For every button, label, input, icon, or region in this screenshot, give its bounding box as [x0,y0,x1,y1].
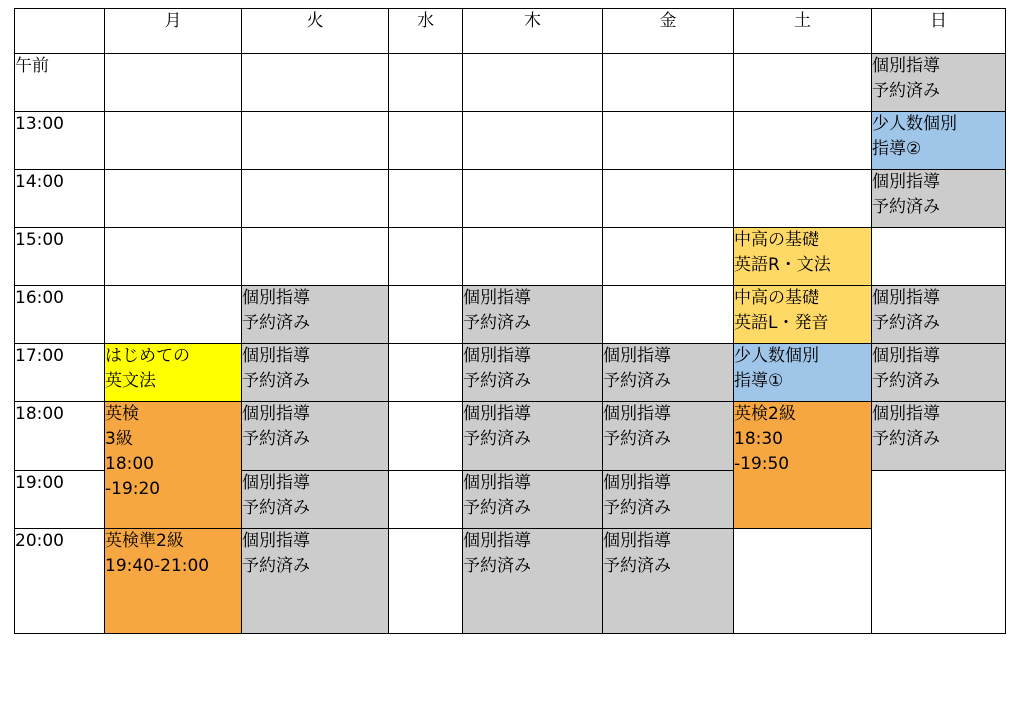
day-header-sat: 土 [734,9,872,54]
event-line: 英文法 [105,371,156,391]
event-reserved-thu-18 [463,402,603,471]
event-line: 予約済み [242,313,310,333]
event-line: 予約済み [463,371,531,391]
cell-empty [389,286,463,344]
event-eiken-3-mon [105,402,242,529]
cell-empty [463,54,603,112]
cell-empty [603,228,734,286]
event-line: 中高の基礎 [734,288,819,308]
time-label-16: 16:00 [15,286,105,344]
cell-empty [872,471,1006,634]
event-line: 予約済み [463,429,531,449]
event-line: 個別指導 [242,404,310,424]
cell-empty [389,529,463,634]
event-line: 少人数個別 [734,346,819,366]
cell-empty [463,228,603,286]
event-line: -19:50 [734,454,790,474]
day-header-fri: 金 [603,9,734,54]
event-line: 個別指導 [872,56,940,76]
event-line: 予約済み [872,429,940,449]
cell-empty [734,54,872,112]
event-small-group-2-sun [872,112,1006,170]
day-header-thu: 木 [463,9,603,54]
event-line: -19:20 [105,479,161,499]
corner-cell [15,9,105,54]
event-line: 個別指導 [242,346,310,366]
event-line: 個別指導 [463,346,531,366]
event-reserved-sun-14 [872,170,1006,228]
event-line: 個別指導 [603,346,671,366]
cell-empty [105,112,242,170]
cell-empty [734,170,872,228]
weekly-schedule-table [14,8,1006,634]
event-reserved-tue-19 [242,471,389,529]
event-line: 19:40-21:00 [105,556,210,576]
event-line: 英語R・文法 [734,255,831,275]
cell-empty [242,112,389,170]
cell-empty [242,54,389,112]
row-13 [15,112,1006,170]
event-line: 予約済み [242,371,310,391]
time-label-17: 17:00 [15,344,105,402]
cell-empty [105,170,242,228]
cell-empty [389,54,463,112]
event-reserved-tue-20 [242,529,389,634]
time-label-15: 15:00 [15,228,105,286]
row-15 [15,228,1006,286]
event-line: 予約済み [242,429,310,449]
event-line: 予約済み [872,313,940,333]
event-reserved-thu-19 [463,471,603,529]
event-line: 個別指導 [463,288,531,308]
event-line: 予約済み [872,197,940,217]
event-reserved-sun-17 [872,344,1006,402]
event-line: 英検準2級 [105,531,184,551]
time-label-19: 19:00 [15,471,105,529]
time-label-18: 18:00 [15,402,105,471]
time-label-13: 13:00 [15,112,105,170]
event-line: 予約済み [603,498,671,518]
time-label-20: 20:00 [15,529,105,634]
event-line: 英語L・発音 [734,313,829,333]
event-line: 個別指導 [603,531,671,551]
cell-empty [603,112,734,170]
cell-empty [389,471,463,529]
event-reserved-fri-20 [603,529,734,634]
event-basics-listening-pronunciation-sat [734,286,872,344]
event-reserved-thu-20 [463,529,603,634]
event-line: 予約済み [872,81,940,101]
cell-empty [872,228,1006,286]
event-reserved-fri-18 [603,402,734,471]
row-16 [15,286,1006,344]
cell-empty [734,529,872,634]
event-line: 予約済み [242,498,310,518]
event-eiken-2-sat [734,402,872,529]
event-line: 個別指導 [872,172,940,192]
event-reserved-thu-16 [463,286,603,344]
event-line: 個別指導 [872,404,940,424]
cell-empty [603,54,734,112]
event-line: 予約済み [872,371,940,391]
time-label-am: 午前 [15,54,105,112]
event-reserved-fri-17 [603,344,734,402]
event-line: 予約済み [242,556,310,576]
cell-empty [389,170,463,228]
cell-empty [463,112,603,170]
event-line: 個別指導 [242,473,310,493]
cell-empty [389,112,463,170]
event-reserved-sun-am [872,54,1006,112]
row-17 [15,344,1006,402]
event-line: 個別指導 [463,404,531,424]
row-14 [15,170,1006,228]
event-line: 個別指導 [463,531,531,551]
event-line: 指導① [734,371,784,391]
cell-empty [389,228,463,286]
event-small-group-1-sat [734,344,872,402]
event-reserved-tue-18 [242,402,389,471]
cell-empty [603,286,734,344]
event-line: 予約済み [603,556,671,576]
event-line: 個別指導 [463,473,531,493]
day-header-tue: 火 [242,9,389,54]
cell-empty [105,54,242,112]
row-am [15,54,1006,112]
cell-empty [242,228,389,286]
event-line: 予約済み [603,371,671,391]
day-header-mon: 月 [105,9,242,54]
event-line: 18:30 [734,429,783,449]
event-line: 18:00 [105,454,154,474]
event-reserved-tue-16 [242,286,389,344]
event-reserved-sun-16 [872,286,1006,344]
cell-empty [603,170,734,228]
event-line: 予約済み [603,429,671,449]
event-line: 個別指導 [242,531,310,551]
cell-empty [389,402,463,471]
event-line: 個別指導 [603,473,671,493]
event-reserved-thu-17 [463,344,603,402]
event-beginner-grammar-mon [105,344,242,402]
event-line: 個別指導 [603,404,671,424]
cell-empty [105,228,242,286]
event-reserved-tue-17 [242,344,389,402]
event-eiken-pre2-mon [105,529,242,634]
header-row [15,9,1006,54]
event-reserved-fri-19 [603,471,734,529]
event-line: 英検 [105,404,139,424]
row-18 [15,402,1006,471]
event-reserved-sun-18 [872,402,1006,471]
day-header-wed: 水 [389,9,463,54]
row-20 [15,529,1006,634]
event-line: 予約済み [463,498,531,518]
event-line: 予約済み [463,313,531,333]
cell-empty [734,112,872,170]
event-line: 個別指導 [242,288,310,308]
event-line: 指導② [872,139,922,159]
time-label-14: 14:00 [15,170,105,228]
event-line: 3級 [105,429,133,449]
cell-empty [389,344,463,402]
event-basics-reading-grammar-sat [734,228,872,286]
event-line: 個別指導 [872,288,940,308]
cell-empty [463,170,603,228]
event-line: 予約済み [463,556,531,576]
cell-empty [105,286,242,344]
cell-empty [242,170,389,228]
event-line: 英検2級 [734,404,796,424]
event-line: はじめての [105,346,190,366]
event-line: 中高の基礎 [734,230,819,250]
event-line: 少人数個別 [872,114,957,134]
day-header-sun: 日 [872,9,1006,54]
event-line: 個別指導 [872,346,940,366]
